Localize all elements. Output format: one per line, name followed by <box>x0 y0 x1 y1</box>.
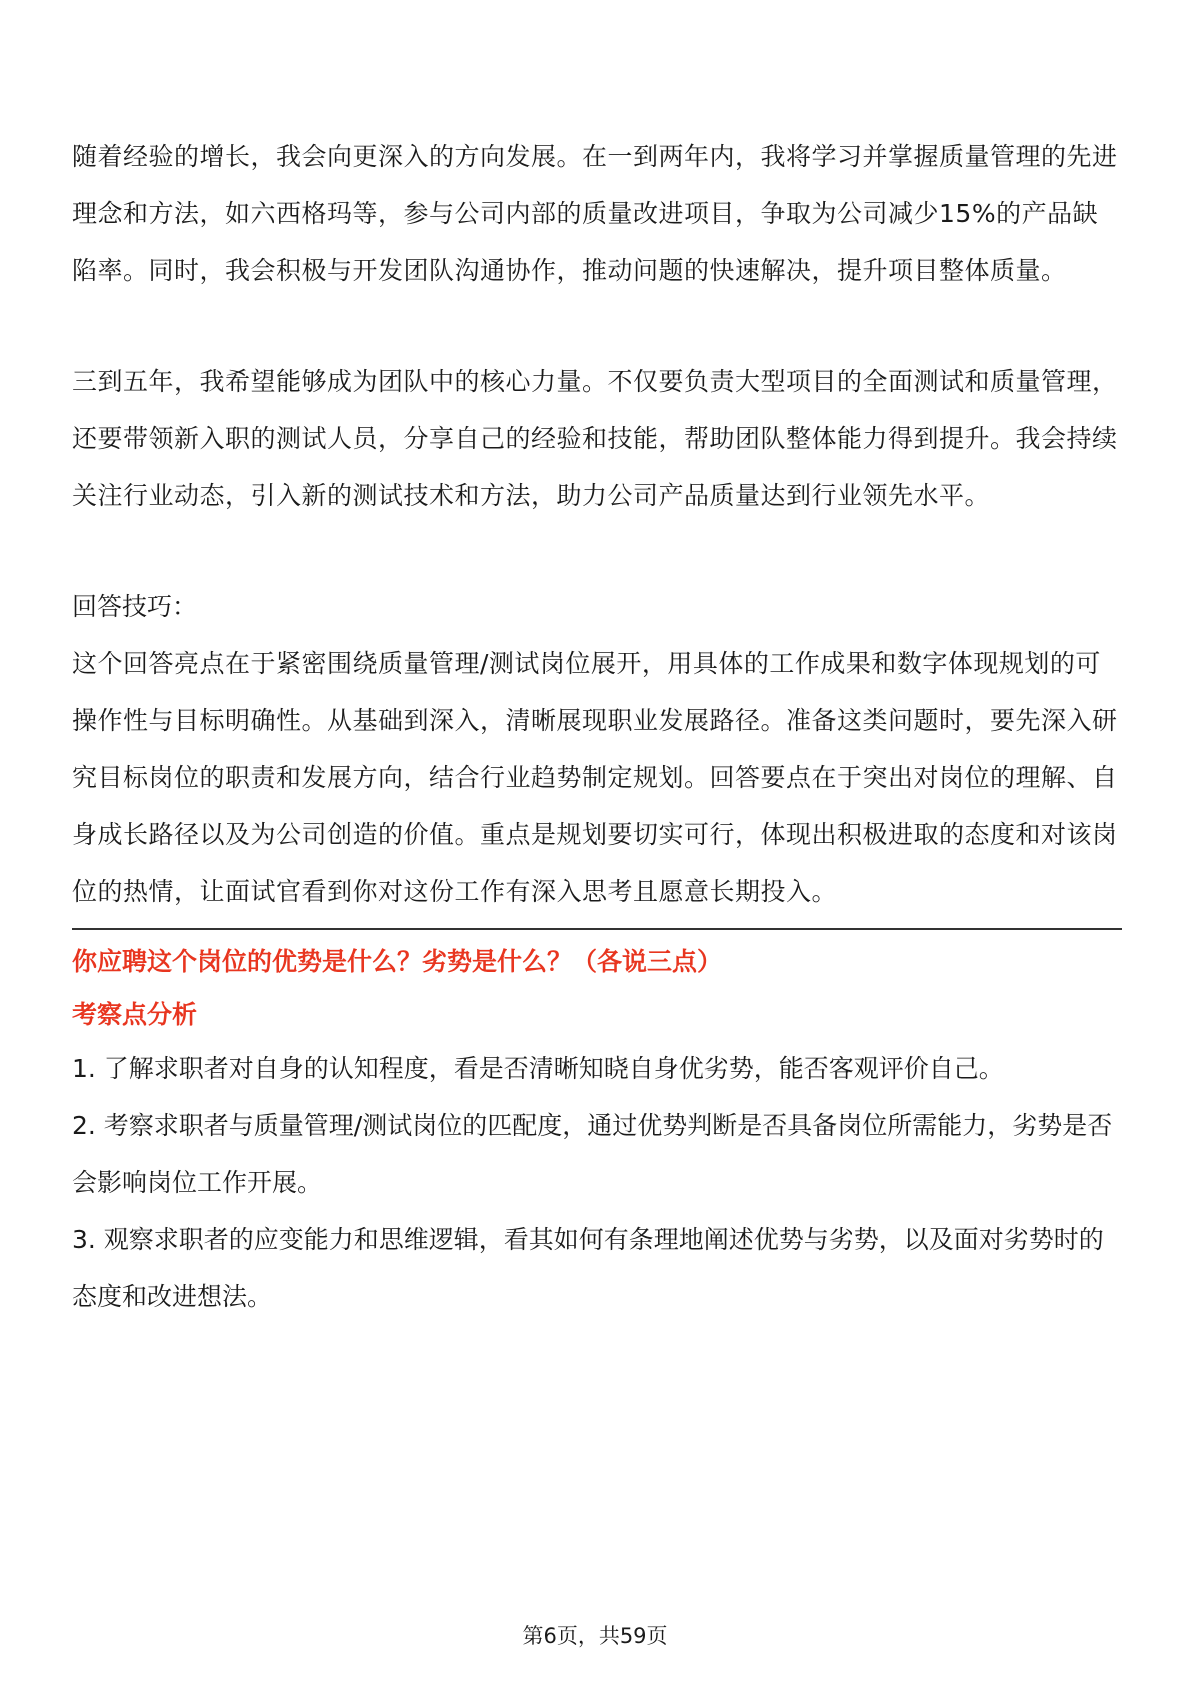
spacer <box>72 524 1122 578</box>
tips-label: 回答技巧： <box>72 592 198 621</box>
paragraph-plan-1-2-years: 随着经验的增长，我会向更深入的方向发展。在一到两年内，我将学习并掌握质量管理的先进理念和方法，如六西格玛等，参与公司内部的质量改进项目，争取为公司减少15%的产品缺陷率。同时，我会积极与开发团队沟通协作，推动问题的快速解决，提升项目整体质量。 <box>72 142 1118 285</box>
tips-text: 这个回答亮点在于紧密围绕质量管理/测试岗位展开，用具体的工作成果和数字体现规划的可操作性与目标明确性。从基础到深入，清晰展现职业发展路径。准备这类问题时，要先深入研究目标岗位的职责和发展方向，结合行业趋势制定规划。回答要点在于突出对岗位的理解、自身成长路径以及为公司创造的价值。重点是规划要切实可行，体现出积极进取的态度和对该岗位的热情，让面试官看到你对这份工作有深入思考且愿意长期投入。 <box>72 649 1118 906</box>
question-title: 你应聘这个岗位的优势是什么？劣势是什么？（各说三点） <box>72 947 723 976</box>
section-divider <box>72 928 1122 930</box>
analysis-point-1: 1. 了解求职者对自身的认知程度，看是否清晰知晓自身优劣势，能否客观评价自己。 <box>72 1054 1004 1083</box>
document-body <box>72 128 1122 1325</box>
page-footer: 第6页，共59页 <box>522 1624 668 1648</box>
paragraph-plan-3-5-years: 三到五年，我希望能够成为团队中的核心力量。不仅要负责大型项目的全面测试和质量管理，还要带领新入职的测试人员，分享自己的经验和技能，帮助团队整体能力得到提升。我会持续关注行业动态，引入新的测试技术和方法，助力公司产品质量达到行业领先水平。 <box>72 367 1118 510</box>
spacer <box>72 299 1122 353</box>
analysis-point-2: 2. 考察求职者与质量管理/测试岗位的匹配度，通过优势判断是否具备岗位所需能力，劣势是否会影响岗位工作开展。 <box>72 1111 1113 1197</box>
analysis-title: 考察点分析 <box>72 1000 198 1029</box>
analysis-point-3: 3. 观察求职者的应变能力和思维逻辑，看其如何有条理地阐述优势与劣势，以及面对劣势时的态度和改进想法。 <box>72 1225 1104 1311</box>
